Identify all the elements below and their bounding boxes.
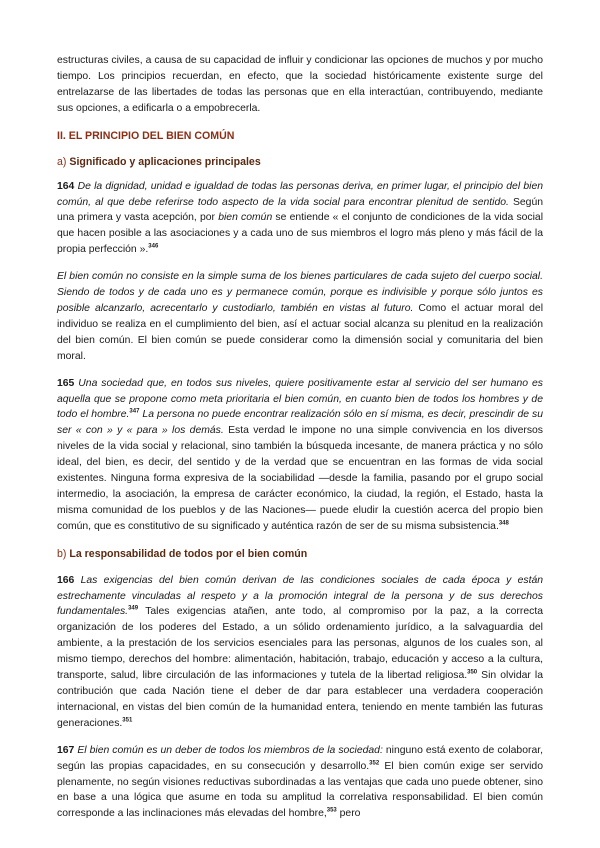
footnote-ref[interactable]: 350 — [467, 669, 478, 676]
body-text: pero — [336, 808, 361, 820]
paragraph-165 — [57, 376, 543, 535]
body-text: Tales exigencias atañen, ante todo, al compromiso por la paz, a la correcta organización de los poderes del Estado, a un sólido ordenamiento jurídico, a la salvaguardia del ambiente, a la prestación de los servicios esenciales para las personas, algunos de los cuales son, al mismo tiempo, derechos del hombre: alimentación, habitación, trabajo, educación y acceso a la cultura, transporte, salud, libre circulación de las informaciones y tutela de la libertad religiosa. — [57, 606, 543, 682]
body-text: Según una primera y vasta acepción, por — [57, 196, 544, 224]
paragraph-164-continued — [57, 269, 543, 364]
italic-text: El bien común no consiste en la simple suma de los bienes particulares de cada sujeto del cuerpo social. Siendo de todos y de cada uno es y permanece común, porque es indivisible y porque sólo juntos es posible alcanzarlo, acrecentarlo y custodiarlo, también en vistas al futuro. — [57, 271, 543, 314]
paragraph-number: 165 — [57, 377, 75, 389]
italic-text: Las exigencias del bien común derivan de las condiciones sociales de cada época y están estrechamente vinculadas al respeto y a la promoción integral de la persona y de sus derechos fundamentales. — [57, 574, 544, 618]
italic-text: bien común — [218, 212, 273, 224]
paragraph-166 — [57, 573, 543, 732]
subsection-title: Significado y aplicaciones principales — [69, 155, 261, 168]
body-text: El bien común exige ser servido plenamente, no según visiones reductivas subordinadas a las ventajas que cada uno puede obtener, sino en base a una lógica que asume en toda su amplitud la correlativa responsabilidad. El bien común corresponde a las inclinaciones más elevadas del hombre, — [57, 760, 543, 820]
italic-text: El bien común es un deber de todos los miembros de la sociedad: — [77, 744, 383, 756]
footnote-ref[interactable]: 347 — [129, 408, 140, 415]
italic-text: La persona no puede encontrar realización sólo en sí misma, es decir, prescindir de su ser « con » y « para » los demás. — [57, 409, 544, 437]
paragraph-number: 164 — [57, 180, 75, 192]
paragraph-167 — [57, 743, 543, 823]
subsection-letter: b) — [57, 547, 67, 560]
section-heading: II. EL PRINCIPIO DEL BIEN COMÚN — [57, 129, 235, 142]
body-text: Esta verdad le impone no una simple convivencia en los diversos niveles de la vida social y relacional, sino también la búsqueda incesante, de manera práctica y no sólo ideal, del bien, es decir, del sentido y de la verdad que se encuentran en las formas de vida social existentes. Ninguna forma expresiva de la sociabilidad —desde la familia, pasando por el grupo social intermedio, la asociación, la empresa de carácter económico, la ciudad, la región, el Estado, hasta la misma comunidad de los pueblos y de las Naciones— puede eludir la cuestión acerca del propio bien común, que es constitutivo de su significado y auténtica razón de ser de su misma subsistencia. — [57, 425, 543, 532]
footnote-ref[interactable]: 353 — [326, 807, 337, 814]
subsection-heading-a — [57, 156, 543, 168]
intro-paragraph: estructuras civiles, a causa de su capacidad de influir y condicionar las opciones de muchos y por mucho tiempo. Los principios recuerdan, en efecto, que la sociedad históricamente existente surge del entrelazarse de las libertades de todas las personas que en ella interactúan, contribuyendo, mediante sus opciones, a edificarla o a empobrecerla. — [57, 55, 543, 114]
footnote-ref[interactable]: 346 — [148, 243, 159, 250]
body-text: Como el actuar moral del individuo se realiza en el cumplimiento del bien, así el actuar social alcanza su plenitud en la realización del bien común. El bien común se puede considerar como la dimensión social y comunitaria del bien moral. — [57, 302, 544, 362]
footnote-ref[interactable]: 351 — [122, 717, 133, 724]
body-text: Sin olvidar la contribución que cada Nación tiene el deber de dar para establecer una verdadera cooperación internacional, en vistas del bien común de la humanidad entera, teniendo en mente también las futuras generaciones. — [57, 670, 543, 729]
subsection-letter: a) — [57, 155, 67, 168]
paragraph-164 — [57, 179, 543, 259]
footnote-ref[interactable]: 348 — [498, 520, 509, 527]
body-text: ninguno está exento de colaborar, según las propias capacidades, en su consecución y desarrollo. — [57, 744, 543, 772]
subsection-title: La responsabilidad de todos por el bien común — [69, 547, 308, 560]
footnote-ref[interactable]: 352 — [369, 760, 380, 767]
paragraph-number: 166 — [57, 574, 75, 586]
italic-text: Una sociedad que, en todos sus niveles, quiere positivamente estar al servicio del ser humano es aquella que se propone como meta prioritaria el bien común, en cuanto bien de todos los hombres y de todo el hombre. — [57, 377, 544, 421]
paragraph-number: 167 — [57, 744, 75, 756]
body-text: se entiende « el conjunto de condiciones de la vida social que hacen posible a las asociaciones y a cada uno de sus miembros el logro más pleno y más fácil de la propia perfección ». — [57, 212, 544, 256]
subsection-heading-b — [57, 548, 543, 560]
italic-text: De la dignidad, unidad e igualdad de todas las personas deriva, en primer lugar, el principio del bien común, al que debe referirse todo aspecto de la vida social para encontrar plenitud de sentido. — [57, 180, 543, 208]
footnote-ref[interactable]: 349 — [128, 606, 139, 612]
